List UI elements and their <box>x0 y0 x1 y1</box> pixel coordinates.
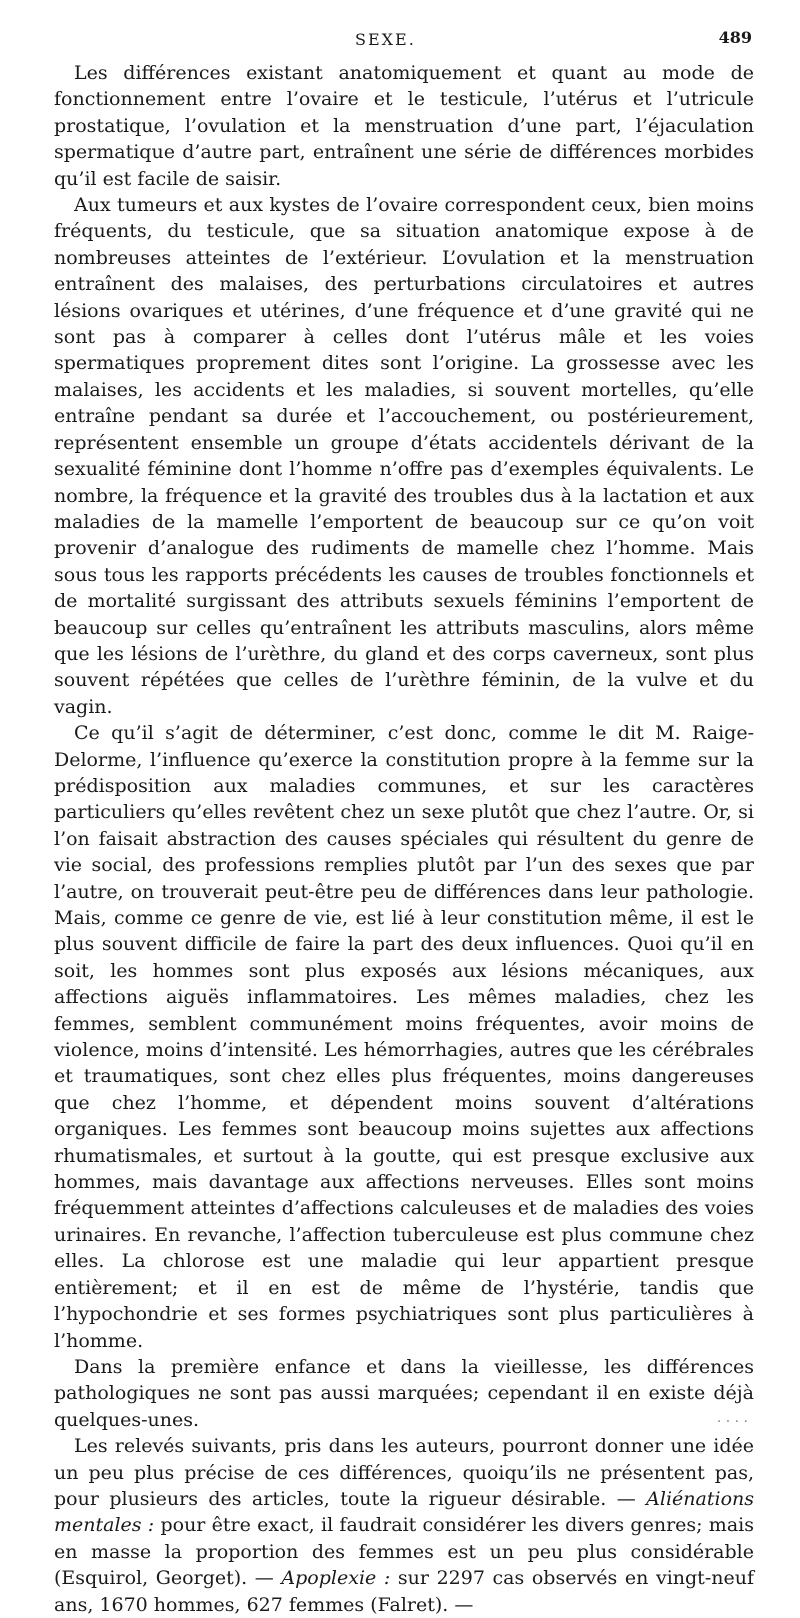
paragraph-2: Aux tumeurs et aux kystes de l’ovaire correspondent ceux, bien moins fréquents, du testicule, que sa situation anatomique expose à de nombreuses atteintes de l’extérieur. L’ovulation et la menstruation entraînent des malaises, des perturbations circulatoires et autres lésions ovariques et utérines, d’une fréquence et d’une gravité qui ne sont pas à comparer à celles dont l’utérus mâle et les voies spermatiques proprement dites sont l’origine. La grossesse avec les malaises, les accidents et les maladies, si souvent mortelles, qu’elle entraîne pendant sa durée et l’accouchement, ou postérieurement, représentent ensemble un groupe d’états accidentels dérivant de la sexualité féminine dont l’homme n’offre pas d’exemples équivalents. Le nombre, la fréquence et la gravité des troubles dus à la lactation et aux maladies de la mamelle l’emportent de beaucoup sur ce qu’on voit provenir d’analogue des rudiments de mamelle chez l’homme. Mais sous tous les rapports précédents les causes de troubles fonctionnels et de mortalité surgissant des attributs sexuels féminins l’emportent de beaucoup sur celles qu’entraînent les attributs masculins, alors même que les lésions de l’urèthre, du gland et des corps caverneux, sont plus souvent répétées que celles de l’urèthre féminin, de la vulve et du vagin. <box>54 194 754 718</box>
paragraph-3: Ce qu’il s’agit de déterminer, c’est donc, comme le dit M. Raige-Delorme, l’influence qu’exerce la constitution propre à la femme sur la prédisposition aux maladies communes, et sur les caractères particuliers qu’elles revêtent chez un sexe plutôt que chez l’autre. Or, si l’on faisait abstraction des causes spéciales qui résultent du genre de vie social, des professions remplies plutôt par l’un des sexes que par l’autre, on trouverait peut-être peu de différences dans leur pathologie. Mais, comme ce genre de vie, est lié à leur constitution même, il est le plus souvent difficile de faire la part des deux influences. Quoi qu’il en soit, les hommes sont plus exposés aux lésions mécaniques, aux affections aiguës inflammatoires. Les mêmes maladies, chez les femmes, semblent communément moins fréquentes, avoir moins de violence, moins d’intensité. Les hémorrhagies, autres que les cérébrales et traumatiques, sont chez elles plus fréquentes, moins dangereuses que chez l’homme, et dépendent moins souvent d’altérations organiques. Les femmes sont beaucoup moins sujettes aux affections rhumatismales, et surtout à la goutte, qui est presque exclusive aux hommes, mais davantage aux affections nerveuses. Elles sont moins fréquemment atteintes d’affections calculeuses et de maladies des voies urinaires. En revanche, l’affection tuberculeuse est plus commune chez elles. La chlorose est une maladie qui leur appartient presque entièrement; et il en est de même de l’hystérie, tandis que l’hypochondrie et ses formes psychiatriques sont plus particulières à l’homme. <box>54 722 754 1352</box>
paragraph-5-text-b: pour être exact, il faudrait considérer les divers genres; mais en masse la proportion des femmes est un peu plus considérable (Esquirol, Georget). — <box>54 1514 754 1590</box>
term-apoplexie: Apoplexie : <box>281 1567 391 1590</box>
paragraph-1: Les différences existant anatomiquement et quant au mode de fonctionnement entre l’ovaire et le testicule, l’utérus et l’utricule prostatique, l’ovulation et la menstruation d’une part, l’éjaculation spermatique d’autre part, entraînent une série de différences morbides qu’il est facile de saisir. <box>54 62 754 190</box>
paragraph-5-text-c: sur 2297 cas observés en vingt-neuf ans, 1670 hommes, 627 femmes (Falret). — <box>54 1567 754 1616</box>
running-head: SEXE. <box>355 30 416 49</box>
footer-marks: . . . . <box>716 1410 748 1426</box>
paragraph-5-text-a: Les relevés suivants, pris dans les auteurs, pourront donner une idée un peu plus précise de ces différences, quoiqu’ils ne présentent pas, pour plusieurs des articles, toute la rigueur désirable. — <box>54 1435 754 1510</box>
body-text <box>54 60 754 1618</box>
page-number: 489 <box>718 28 752 47</box>
paragraph-4: Dans la première enfance et dans la vieillesse, les différences pathologiques ne sont pas aussi marquées; cependant il en existe déjà quelques-unes. <box>54 1355 754 1431</box>
term-alienations-mentales: Aliénations mentales : <box>54 1487 754 1537</box>
paragraph-5 <box>54 1433 754 1618</box>
